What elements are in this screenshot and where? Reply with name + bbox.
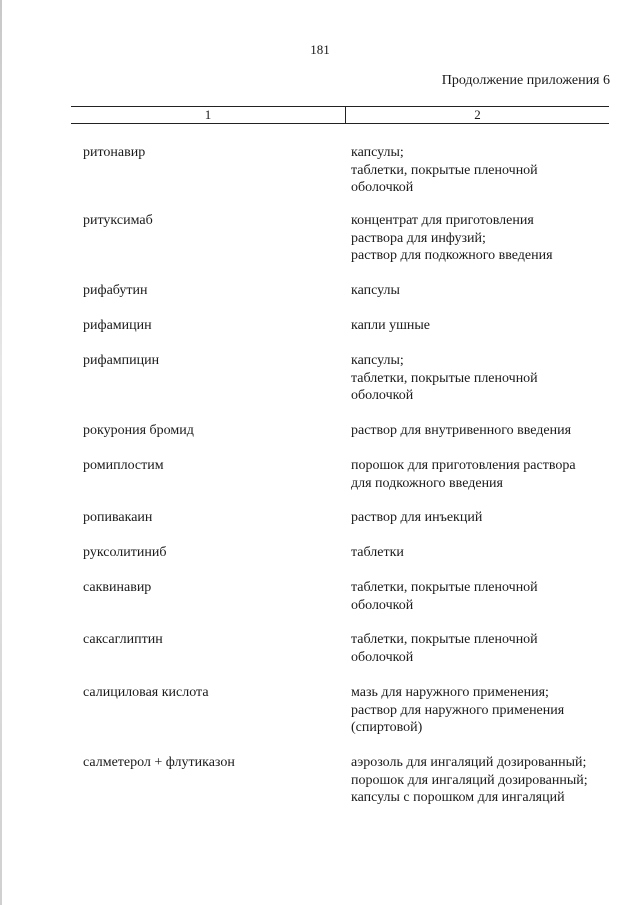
dosage-form-line: капли ушные [351, 318, 430, 333]
drug-name: саквинавир [83, 580, 152, 595]
dosage-form-line: капсулы; [351, 145, 404, 160]
drug-name: рокурония бромид [83, 423, 194, 438]
dosage-forms [351, 684, 564, 737]
dosage-form-line: порошок для приготовления раствора [351, 458, 576, 473]
dosage-form-line: порошок для ингаляций дозированный; [351, 772, 588, 788]
drug-name: рифампицин [83, 353, 160, 368]
drug-name: ропивакаин [83, 510, 153, 525]
drug-name: салициловая кислота [83, 685, 209, 700]
dosage-form-line: концентрат для приготовления [351, 213, 534, 228]
drug-name: рифабутин [83, 283, 148, 298]
drug-name: ромиплостим [83, 458, 164, 473]
dosage-form-line: (спиртовой) [351, 720, 423, 735]
dosage-form-line: таблетки, покрытые пленочной [351, 370, 538, 386]
column-1-header: 1 [204, 107, 212, 122]
dosage-forms [351, 282, 400, 300]
dosage-form-line: оболочкой [351, 388, 414, 403]
dosage-forms [351, 544, 404, 562]
dosage-form-line: раствор для подкожного введения [351, 248, 553, 263]
dosage-form-line: мазь для наружного применения; [351, 685, 549, 700]
drug-name: руксолитиниб [83, 545, 167, 560]
dosage-form-line: таблетки, покрытые пленочной [351, 162, 538, 178]
dosage-form-line: раствор для наружного применения [351, 702, 565, 718]
dosage-forms [351, 352, 538, 405]
dosage-forms [351, 754, 588, 807]
dosage-form-line: раствор для внутривенного введения [351, 423, 572, 438]
dosage-form-line: оболочкой [351, 597, 414, 613]
dosage-forms [351, 457, 576, 492]
dosage-forms [351, 144, 538, 197]
drug-name: саксаглиптин [83, 632, 163, 647]
dosage-forms [351, 212, 553, 265]
dosage-forms [351, 422, 571, 440]
dosage-form-line: раствор для инъекций [351, 510, 483, 525]
drug-name: салметерол + флутиказон [83, 755, 235, 770]
dosage-form-line: капсулы с порошком для ингаляций [351, 790, 565, 805]
dosage-form-line: оболочкой [351, 649, 414, 665]
drug-name: рифамицин [83, 318, 152, 333]
page-number: 181 [310, 42, 330, 57]
dosage-form-line: оболочкой [351, 180, 414, 195]
dosage-form-line: аэрозоль для ингаляций дозированный; [351, 755, 587, 770]
drug-name: ритонавир [83, 145, 146, 160]
dosage-form-line: капсулы [351, 283, 400, 298]
dosage-forms [351, 509, 482, 527]
dosage-form-line: таблетки, покрытые пленочной [351, 632, 538, 647]
dosage-form-line: таблетки, покрытые пленочной [351, 580, 538, 595]
dosage-forms [351, 579, 538, 614]
dosage-form-line: таблетки [351, 545, 404, 560]
dosage-forms [351, 631, 538, 666]
dosage-form-line: раствора для инфузий; [351, 230, 486, 246]
drug-name: ритуксимаб [83, 213, 153, 228]
dosage-form-line: для подкожного введения [351, 475, 503, 491]
column-2-header: 2 [474, 107, 481, 122]
dosage-forms [351, 317, 430, 335]
dosage-form-line: капсулы; [351, 353, 404, 368]
continuation-label: Продолжение приложения 6 [441, 73, 610, 88]
